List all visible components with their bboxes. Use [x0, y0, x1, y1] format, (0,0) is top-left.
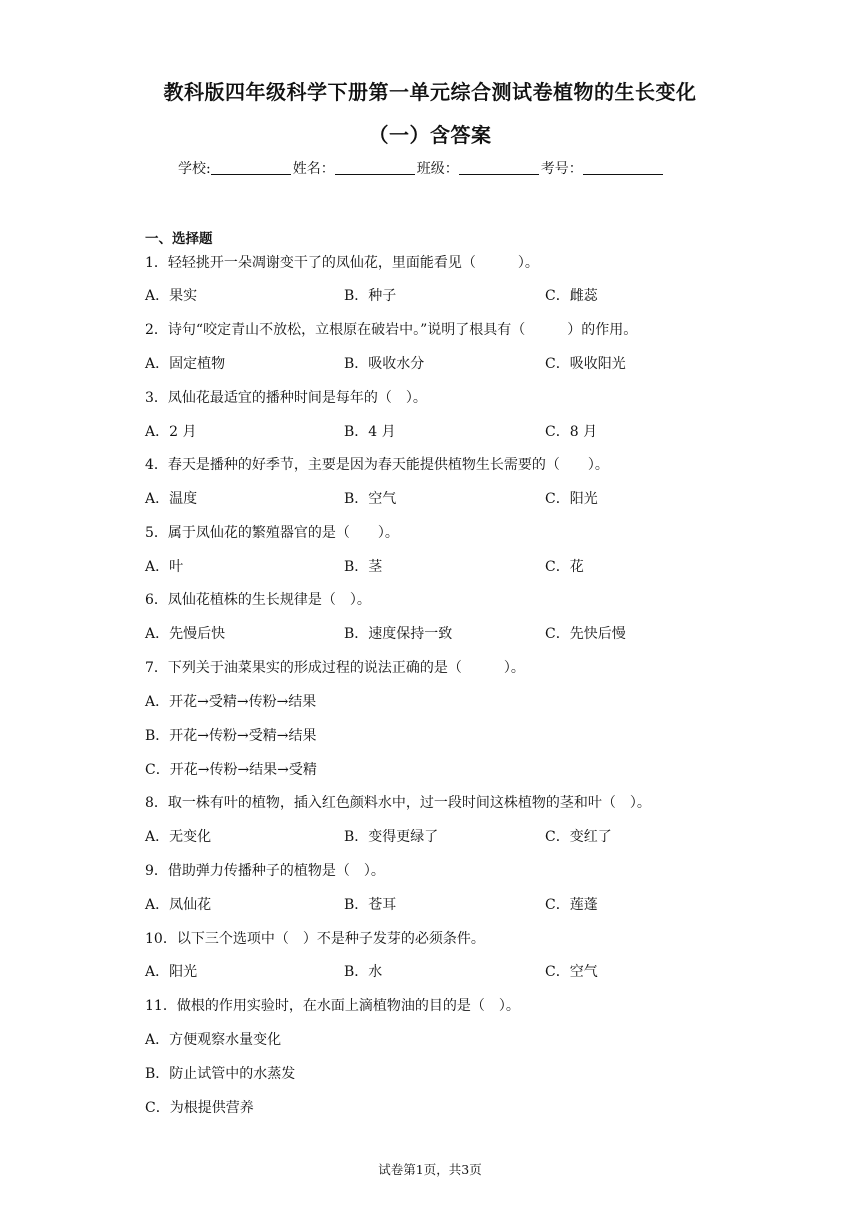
- document-title-line-1: 教科版四年级科学下册第一单元综合测试卷植物的生长变化: [163, 80, 697, 104]
- question-5-option-c: C．花: [545, 559, 584, 575]
- exam-number-blank: [583, 160, 663, 175]
- question-10-option-a: A．阳光: [145, 964, 198, 980]
- question-7-stem: 7．下列关于油菜果实的形成过程的说法正确的是（ ）。: [145, 660, 525, 676]
- question-2-option-a: A．固定植物: [145, 356, 226, 372]
- question-9-option-a: A．凤仙花: [145, 897, 212, 913]
- question-6-option-c: C．先快后慢: [545, 626, 626, 642]
- student-info-line: [178, 158, 665, 178]
- question-10-stem: 10．以下三个选项中（ ）不是种子发芽的必须条件。: [145, 931, 485, 947]
- question-10-option-c: C．空气: [545, 964, 598, 980]
- question-8-option-a: A．无变化: [145, 829, 212, 845]
- question-11-option-c: C．为根提供营养: [145, 1100, 254, 1116]
- name-blank: [335, 160, 415, 175]
- question-3-option-b: B．4 月: [344, 424, 396, 440]
- question-4-stem: 4．春天是播种的好季节，主要是因为春天能提供植物生长需要的（ ）。: [145, 457, 609, 473]
- question-6-option-b: B．速度保持一致: [344, 626, 453, 642]
- question-3-option-c: C．8 月: [545, 424, 598, 440]
- question-6-option-a: A．先慢后快: [145, 626, 226, 642]
- question-7-option-c: C．开花→传粉→结果→受精: [145, 762, 317, 778]
- school-label: 学校:: [178, 161, 211, 177]
- question-6-stem: 6．凤仙花植株的生长规律是（ ）。: [145, 592, 371, 608]
- question-8-stem: 8．取一株有叶的植物，插入红色颜料水中，过一段时间这株植物的茎和叶（ ）。: [145, 795, 651, 811]
- question-1-option-c: C．雌蕊: [545, 288, 598, 304]
- school-blank: [211, 160, 291, 175]
- question-11-stem: 11．做根的作用实验时，在水面上滴植物油的目的是（ ）。: [145, 998, 520, 1014]
- question-10-option-b: B．水: [344, 964, 383, 980]
- document-title-line-2: （一）含答案: [368, 123, 492, 147]
- question-1-option-a: A．果实: [145, 288, 198, 304]
- question-5-stem: 5．属于凤仙花的繁殖器官的是（ ）。: [145, 525, 399, 541]
- question-9-option-c: C．莲蓬: [545, 897, 598, 913]
- question-4-option-c: C．阳光: [545, 491, 598, 507]
- question-7-option-a: A．开花→受精→传粉→结果: [145, 694, 317, 710]
- question-11-option-a: A．方便观察水量变化: [145, 1032, 282, 1048]
- question-9-stem: 9．借助弹力传播种子的植物是（ ）。: [145, 863, 385, 879]
- page-footer: 试卷第1页，共3页: [378, 1162, 482, 1177]
- name-label: 姓名：: [292, 161, 335, 177]
- question-8-option-c: C．变红了: [545, 829, 612, 845]
- question-3-stem: 3．凤仙花最适宜的播种时间是每年的（ ）。: [145, 390, 427, 406]
- section-heading: 一、选择题: [145, 231, 213, 247]
- question-8-option-b: B．变得更绿了: [344, 829, 439, 845]
- question-1-option-b: B．种子: [344, 288, 397, 304]
- class-label: 班级：: [416, 161, 459, 177]
- question-4-option-b: B．空气: [344, 491, 397, 507]
- question-1-stem: 1．轻轻挑开一朵凋谢变干了的凤仙花，里面能看见（ ）。: [145, 255, 539, 271]
- question-3-option-a: A．2 月: [145, 424, 197, 440]
- question-5-option-a: A．叶: [145, 559, 184, 575]
- question-4-option-a: A．温度: [145, 491, 198, 507]
- question-2-option-b: B．吸收水分: [344, 356, 425, 372]
- question-9-option-b: B．苍耳: [344, 897, 397, 913]
- question-2-stem: 2．诗句“咬定青山不放松，立根原在破岩中。”说明了根具有（ ）的作用。: [145, 322, 638, 338]
- exam-number-label: 考号：: [540, 161, 583, 177]
- question-7-option-b: B．开花→传粉→受精→结果: [145, 728, 317, 744]
- class-blank: [459, 160, 539, 175]
- question-2-option-c: C．吸收阳光: [545, 356, 626, 372]
- question-5-option-b: B．茎: [344, 559, 383, 575]
- question-11-option-b: B．防止试管中的水蒸发: [145, 1066, 296, 1082]
